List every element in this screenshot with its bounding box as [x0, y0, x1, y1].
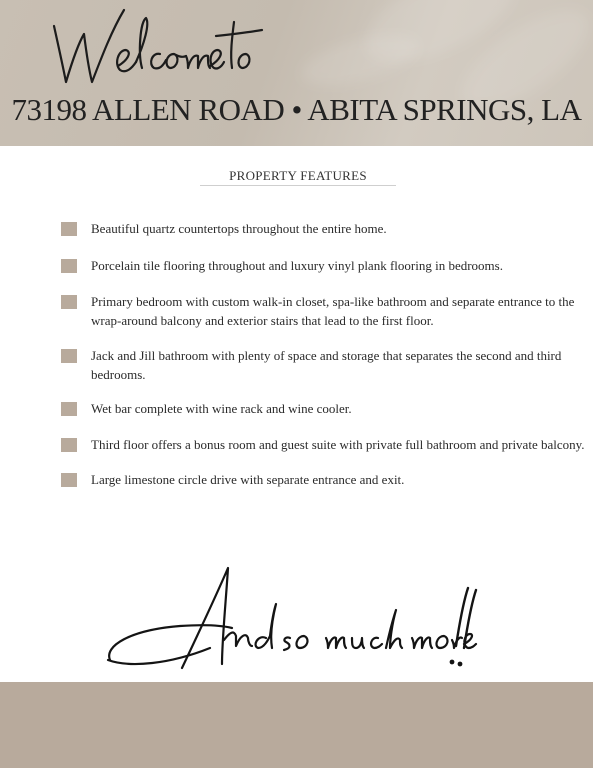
square-bullet-icon: [61, 259, 77, 273]
square-bullet-icon: [61, 349, 77, 363]
feature-text: Beautiful quartz countertops throughout the entire home.: [91, 221, 387, 236]
feature-item: [61, 471, 591, 490]
feature-item: [61, 257, 591, 276]
feature-item: [61, 293, 591, 330]
header-banner: [0, 0, 593, 146]
feature-text: Large limestone circle drive with separate entrance and exit.: [91, 472, 405, 487]
square-bullet-icon: [61, 438, 77, 452]
property-address: 73198 ALLEN ROAD • ABITA SPRINGS, LA: [11, 92, 582, 127]
footer-band: [0, 682, 593, 768]
feature-list: [61, 220, 591, 490]
feature-item: [61, 436, 591, 455]
feature-item: [61, 220, 591, 239]
section-divider: [200, 185, 396, 186]
square-bullet-icon: [61, 295, 77, 309]
feature-item: [61, 347, 591, 384]
closing-script-logo: [100, 560, 480, 680]
feature-text: Third floor offers a bonus room and guest suite with private full bathroom and private balcony.: [91, 436, 585, 452]
welcome-script-logo: [48, 4, 268, 88]
feature-text: Jack and Jill bathroom with plenty of space and storage that separates the second and third bedrooms.: [91, 348, 562, 382]
feature-text: Wet bar complete with wine rack and wine cooler.: [91, 401, 352, 416]
feature-text: Primary bedroom with custom walk-in closet, spa-like bathroom and separate entrance to the wrap-around balcony and exterior stairs that lead to the first floor.: [91, 294, 575, 328]
section-title: PROPERTY FEATURES: [229, 168, 367, 183]
feature-text: Porcelain tile flooring throughout and luxury vinyl plank flooring in bedrooms.: [91, 257, 503, 273]
square-bullet-icon: [61, 222, 77, 236]
leaf-shadow-decoration: [297, 25, 423, 95]
square-bullet-icon: [61, 402, 77, 416]
square-bullet-icon: [61, 473, 77, 487]
feature-item: [61, 400, 591, 419]
